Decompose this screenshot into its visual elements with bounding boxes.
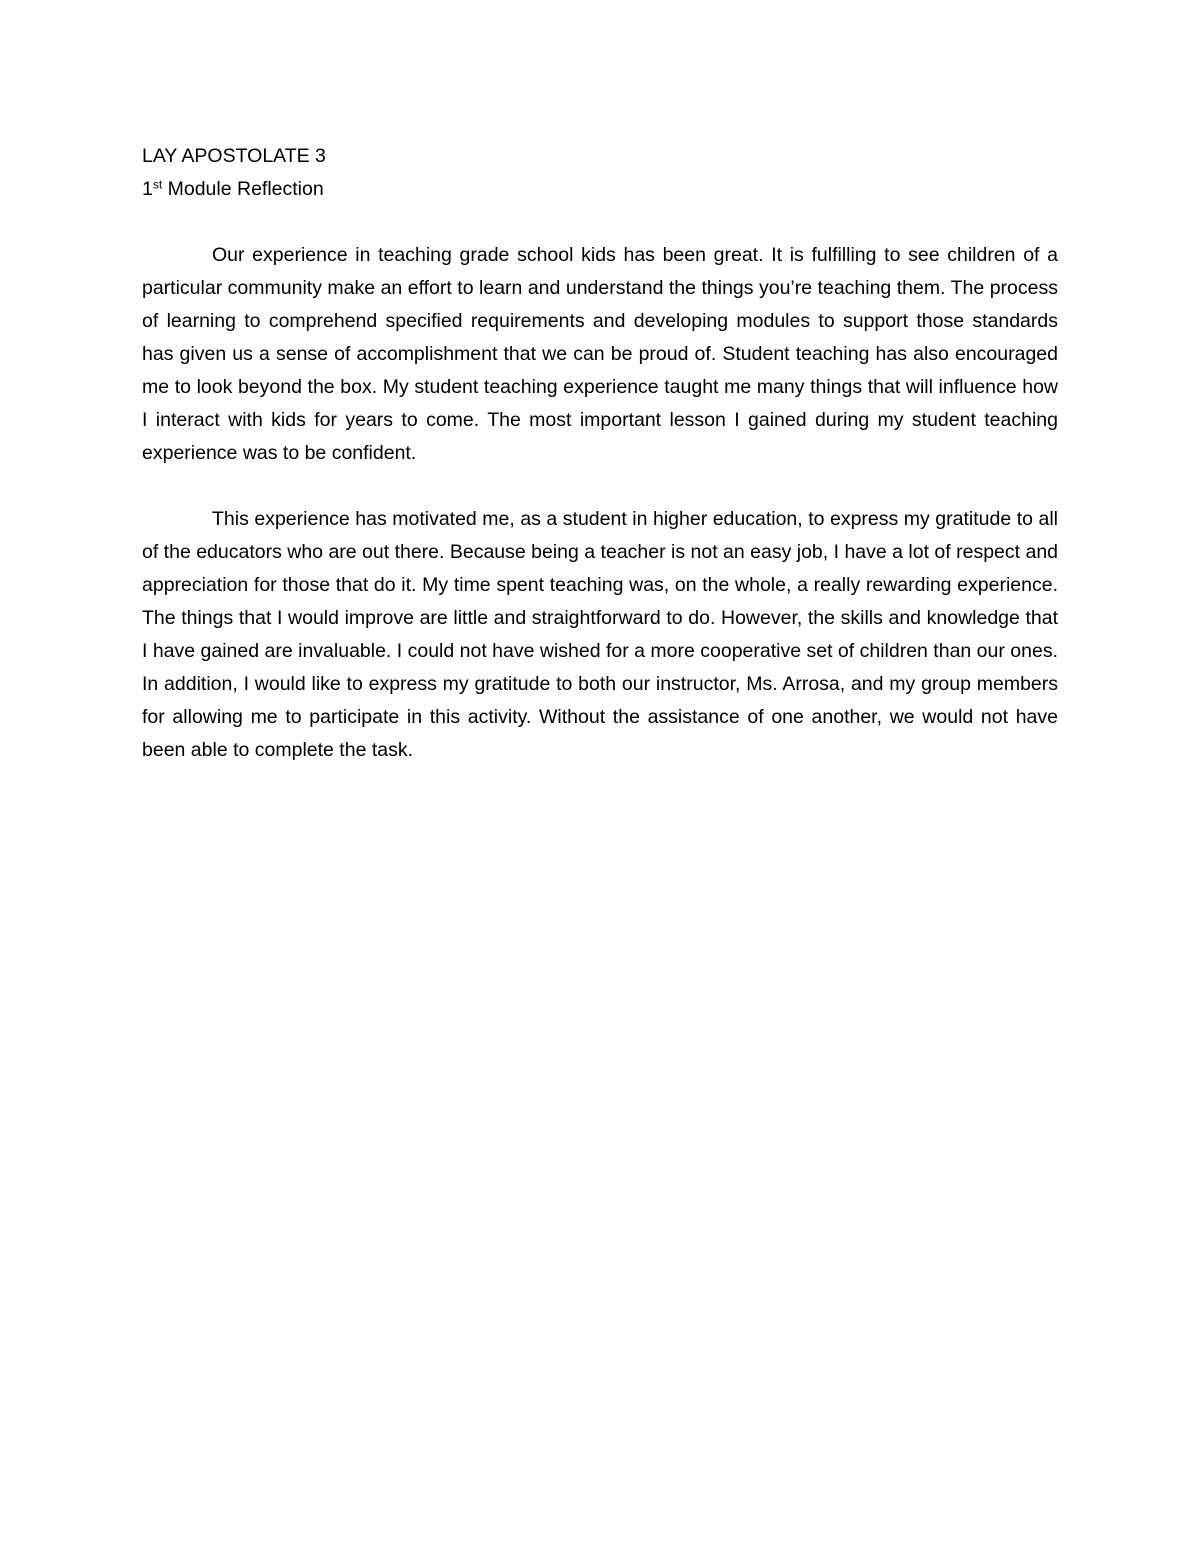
subtitle-ordinal-suffix: st — [152, 177, 163, 192]
document-body — [142, 140, 1058, 767]
spacer — [142, 470, 1058, 503]
course-title: LAY APOSTOLATE 3 — [142, 145, 326, 167]
paragraph-1: Our experience in teaching grade school kids has been great. It is fulfilling to see children of a particular community make an effort to learn and understand the things you’re teaching them. The process of learning to comprehend specified requirements and developing modules to support those standards has given us a sense of accomplishment that we can be proud of. Student teaching has also encouraged me to look beyond the box. My student teaching experience taught me many things that will influence how I interact with kids for years to come. The most important lesson I gained during my student teaching experience was to be confident. — [142, 244, 1058, 464]
subtitle-number: 1 — [142, 178, 153, 200]
spacer — [142, 206, 1058, 239]
module-subtitle — [142, 173, 1058, 206]
paragraph-2: This experience has motivated me, as a student in higher education, to express my gratitude to all of the educators who are out there. Because being a teacher is not an easy job, I have a lot of respect and appreciation for those that do it. My time spent teaching was, on the whole, a really rewarding experience. The things that I would improve are little and straightforward to do. However, the skills and knowledge that I have gained are invaluable. I could not have wished for a more cooperative set of children than our ones. In addition, I would like to express my gratitude to both our instructor, Ms. Arrosa, and my group members for allowing me to participate in this activity. Without the assistance of one another, we would not have been able to complete the task. — [142, 508, 1059, 761]
subtitle-text: Module Reflection — [162, 178, 324, 200]
